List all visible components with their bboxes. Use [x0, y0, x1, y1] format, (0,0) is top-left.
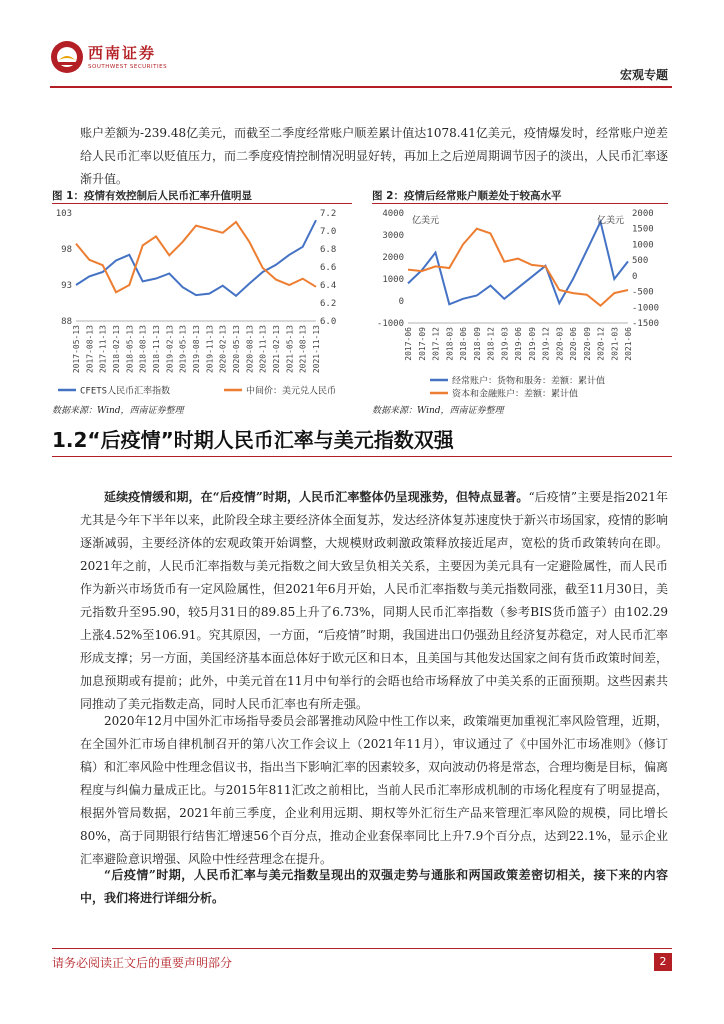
x-tick-label: 2018-05-13: [125, 325, 135, 374]
x-tick-label: 2019-09: [527, 327, 537, 361]
company-name-en: SOUTHWEST SECURITIES: [88, 64, 168, 70]
x-tick-label: 2019-08-13: [192, 325, 201, 374]
left-tick-label: 88: [61, 317, 72, 327]
chart-cfets-index: [52, 204, 352, 400]
x-tick-label: 2017-09: [417, 327, 427, 361]
right-tick-label: 2000: [632, 209, 654, 219]
right-tick-label: 6.2: [320, 299, 337, 309]
left-tick-label: 4000: [382, 209, 404, 219]
x-tick-label: 2018-08-13: [138, 325, 148, 374]
header-divider: [50, 86, 672, 88]
x-tick-label: 2019-06: [514, 327, 523, 361]
section-divider: [52, 456, 672, 457]
series-line: [76, 222, 316, 292]
figure1-title: 图 1：疫情有效控制后人民币汇率升值明显: [52, 190, 252, 202]
right-tick-label: -1000: [632, 303, 660, 314]
left-tick-label: 1000: [382, 275, 404, 285]
x-tick-label: 2021-02-13: [272, 325, 281, 374]
paragraph-body: “后疫情”主要是指2021年尤其是今年下半年以来，此阶段全球主要经济体全面复苏，发达经济体复苏速度快于新兴市场国家，疫情的影响逐渐减弱，主要经济体的宏观政策开始调整，大规模财政刺激政策释放接近尾声，宽松的货币政策转向在即。2021年之前，人民币汇率指数与美元指数之间大致呈负相关关系，主要因为美元具有一定避险属性，而人民币作为新兴市场货币有一定风险属性，但2021年6月开始，人民币汇率指数与美元指数同涨，截至11月30日，美元指数升至95.90，较5月31日的89.85上升了6.73%，同期人民币汇率指数（参考BIS货币篮子）由102.29上涨4.52%至106.91。究其原因，一方面，“后疫情”时期，我国进出口仍强劲且经济复苏稳定，对人民币汇率形成支撑；另一方面，美国经济基本面总体好于欧元区和日本，且美国与其他发达国家之间有货币政策时间差，加息预期或有提前；此外，中美元首在11月中旬举行的会晤也给市场释放了中美关系的正面预期。这些因素共同推动了美元指数走高，同时人民币汇率也有所走强。: [80, 490, 669, 711]
page-number: 2: [654, 953, 672, 971]
right-tick-label: 7.2: [320, 209, 337, 219]
legend-label: 经常账户：货物和服务：差额：累计值: [452, 376, 606, 387]
x-tick-label: 2017-06: [404, 327, 413, 361]
figure2-source: 数据来源：Wind，西南证券整理: [372, 406, 504, 416]
left-tick-label: -1000: [376, 319, 404, 329]
right-unit-label: 亿美元: [596, 216, 624, 226]
x-tick-label: 2018-06: [459, 327, 468, 361]
chart-current-account: [372, 204, 668, 400]
series-line: [408, 229, 628, 306]
x-tick-label: 2019-02-13: [165, 325, 175, 374]
paragraph-fx-policy: 2020年12月中国外汇市场指导委员会部署推动风险中性工作以来，政策端更加重视汇率风险管理，近期，在全国外汇市场自律机制召开的第八次工作会议上（2021年11月），审议通过了《中国外汇市场准则》（修订稿）和汇率风险中性理念倡议书，指出当下影响汇率的因素较多，双向波动仍将是常态，合理均衡是目标，偏离程度与纠偏力量成正比。与2015年811汇改之前相比，当前人民币汇率形成机制的市场化程度有了明显提高，根据外管局数据，2021年前三季度，企业利用远期、期权等外汇衍生产品来管理汇率风险的规模，同比增长80%，高于同期银行结售汇增速56个百分点，推动企业套保率同比上升7.9个百分点，达到22.1%，显示企业汇率避险意识增强、风险中性经营理念在提升。: [80, 714, 669, 866]
figure1-source: 数据来源：Wind，西南证券整理: [52, 406, 184, 416]
x-tick-label: 2018-12: [486, 327, 496, 361]
x-tick-label: 2020-11-13: [258, 325, 268, 374]
x-tick-label: 2017-08-13: [85, 325, 95, 374]
legend-label: CFETS人民币汇率指数: [80, 386, 171, 397]
document-type: 宏观专题: [619, 68, 668, 82]
left-unit-label: 亿美元: [412, 216, 440, 226]
x-tick-label: 2019-12: [541, 327, 551, 361]
left-tick-label: 2000: [382, 253, 404, 263]
left-tick-label: 103: [55, 209, 72, 219]
legend-label: 资本和金融账户：差额：累计值: [452, 389, 579, 400]
right-tick-label: 6.6: [320, 263, 337, 273]
right-tick-label: 1500: [632, 224, 654, 235]
right-tick-label: -1500: [632, 319, 660, 329]
x-tick-label: 2020-03: [555, 327, 565, 361]
left-tick-label: 0: [398, 297, 404, 307]
x-tick-label: 2021-08-13: [298, 325, 308, 374]
x-tick-label: 2019-11-13: [205, 325, 215, 374]
page-header: [0, 0, 724, 92]
right-tick-label: 500: [632, 256, 649, 267]
paragraph-post-epidemic: [80, 486, 668, 716]
company-logo-icon: [50, 40, 84, 74]
x-tick-label: 2017-11-13: [98, 325, 108, 374]
x-tick-label: 2020-06: [569, 327, 578, 361]
right-tick-label: 6.8: [320, 245, 337, 255]
paragraph-conclusion: “后疫情”时期，人民币汇率与美元指数呈现出的双强走势与通胀和两国政策差密切相关，接下来的内容中，我们将进行详细分析。: [80, 868, 668, 905]
right-tick-label: 6.4: [320, 281, 337, 291]
right-tick-label: 6.0: [320, 317, 337, 327]
x-tick-label: 2021-06: [624, 327, 633, 361]
footer-divider: [52, 948, 672, 949]
x-tick-label: 2017-12: [431, 327, 441, 361]
x-tick-label: 2020-12: [596, 327, 606, 361]
right-tick-label: -500: [632, 287, 654, 298]
x-tick-label: 2018-02-13: [112, 325, 121, 374]
x-tick-label: 2020-08-13: [245, 325, 255, 374]
left-tick-label: 3000: [382, 231, 404, 241]
x-tick-label: 2018-09: [472, 327, 482, 361]
company-name: 西南证券: [88, 44, 157, 62]
left-tick-label: 98: [61, 245, 72, 255]
legend-label: 中间价：美元兑人民币: [246, 386, 337, 397]
x-tick-label: 2021-03: [610, 327, 620, 361]
x-tick-label: 2021-05-13: [285, 325, 295, 374]
right-tick-label: 0: [632, 271, 638, 282]
x-tick-label: 2018-03: [445, 327, 455, 361]
paragraph-intro: 账户差额为-239.48亿美元，而截至二季度经常账户顺差累计值达1078.41亿美元，疫情爆发时，经常账户逆差给人民币汇率以贬值压力，而二季度疫情控制情况明显好转，再加上之后逆周期调节因子的淡出，人民币汇率逐渐升值。: [80, 126, 669, 186]
left-tick-label: 93: [61, 281, 72, 291]
x-tick-label: 2021-11-13: [312, 325, 321, 374]
x-tick-label: 2020-05-13: [232, 325, 241, 374]
section-heading: 1.2“后疫情”时期人民币汇率与美元指数双强: [52, 428, 454, 452]
right-tick-label: 7.0: [320, 227, 337, 237]
footer-disclaimer-note: 请务必阅读正文后的重要声明部分: [52, 956, 233, 970]
series-line: [408, 222, 628, 304]
x-tick-label: 2017-05-13: [72, 325, 81, 374]
figure2-title: 图 2：疫情后经常账户顺差处于较高水平: [372, 190, 562, 202]
x-tick-label: 2019-05-13: [178, 325, 188, 374]
right-tick-label: 1000: [632, 240, 654, 251]
x-tick-label: 2020-09: [582, 327, 592, 361]
x-tick-label: 2020-02-13: [218, 325, 228, 374]
paragraph-lead-bold: 延续疫情缓和期，在“后疫情”时期，人民币汇率整体仍呈现涨势，但特点显著。: [104, 490, 529, 504]
x-tick-label: 2018-11-13: [152, 325, 161, 374]
x-tick-label: 2019-03: [500, 327, 510, 361]
